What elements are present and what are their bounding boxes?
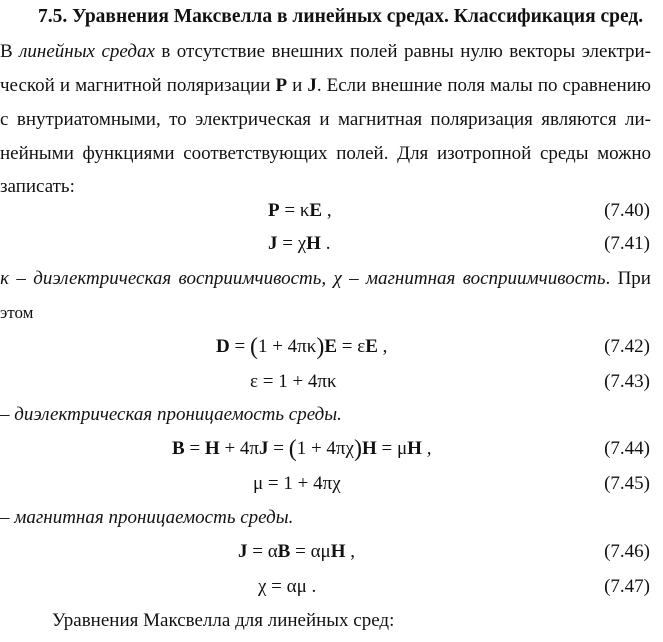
text: = (268, 438, 289, 459)
mu-definition: – магнитная проницаемость среды. (0, 507, 294, 528)
text: ческой и магнитной поляризации (0, 75, 276, 96)
text: = μ (376, 438, 408, 459)
text: = αμ (290, 541, 331, 562)
eq-vector: H (204, 438, 220, 459)
epsilon-definition: – диэлектрическая проницаемость среды. (0, 404, 342, 425)
text: = ε (337, 336, 366, 357)
eq-vector: B (277, 541, 291, 562)
text: , (421, 438, 432, 459)
equation-number: (7.43) (604, 371, 650, 392)
paragraph-line-4: нейными функциями соответствующих полей. Для изотропной среды можно (0, 143, 651, 164)
equation-number: (7.40) (604, 200, 650, 221)
eq-vector: H (330, 541, 346, 562)
definition-line (0, 268, 651, 290)
eq-lhs: P (268, 200, 280, 221)
equation-7-44 (172, 438, 431, 460)
paragraph-line-1 (0, 41, 651, 63)
equation-7-41 (268, 233, 330, 255)
text: 1 + 4πκ (257, 336, 317, 357)
text-etom: этом (0, 303, 34, 322)
symbol-chi: χ (333, 268, 342, 289)
eq-body: = χ (277, 233, 307, 254)
text: = (229, 336, 250, 357)
equation-7-45: μ = 1 + 4πχ (253, 473, 341, 494)
eq-vector: J (259, 438, 269, 459)
text: – диэлектрическая восприимчивость, (9, 268, 334, 289)
paragraph-line-5: записать: (0, 176, 75, 197)
text: , (345, 541, 355, 562)
paragraph-line-3: с внутриатомными, то электрическая и магнитная поляризация являются ли- (0, 109, 651, 130)
eq-body: = κ (279, 200, 310, 221)
eq-vector: H (407, 438, 422, 459)
paren: ( (288, 436, 297, 462)
text: + 4π (219, 438, 259, 459)
eq-vector: E (324, 336, 338, 357)
text: – магнитная восприимчивость (341, 268, 606, 289)
eq-vector: H (361, 438, 377, 459)
text: В (0, 41, 20, 62)
text: и (287, 75, 308, 96)
equation-number: (7.42) (604, 336, 650, 357)
paren: ( (249, 334, 258, 360)
eq-tail: , (322, 200, 332, 221)
equation-7-42 (216, 336, 387, 358)
eq-tail: . (320, 233, 331, 254)
text: . При (605, 268, 651, 289)
text: 1 + 4πχ (296, 438, 354, 459)
text: , (377, 336, 388, 357)
equation-number: (7.46) (604, 541, 650, 562)
eq-vector: E (365, 336, 378, 357)
eq-vector: H (306, 233, 321, 254)
eq-vector: J (238, 541, 248, 562)
text: = (184, 438, 205, 459)
equation-number: (7.45) (604, 473, 650, 494)
eq-vector: B (172, 438, 185, 459)
vector-J: J (307, 75, 317, 96)
term-linear-media: линейных средах (19, 41, 155, 62)
eq-lhs: J (268, 233, 278, 254)
text: в отсутствие внешних полей равны нулю векторы электри- (154, 41, 651, 62)
text: = α (247, 541, 278, 562)
eq-vector: D (216, 336, 230, 357)
equation-7-43: ε = 1 + 4πκ (250, 371, 337, 392)
paren: ) (316, 334, 325, 360)
closing-line: Уравнения Максвелла для линейных сред: (52, 610, 395, 631)
equation-number: (7.41) (604, 233, 650, 254)
equation-7-40 (268, 200, 332, 222)
text: . Если внешние поля малы по сравнению (316, 75, 652, 96)
equation-7-46 (238, 541, 355, 563)
symbol-kappa: κ (0, 268, 10, 289)
equation-number: (7.47) (604, 576, 650, 597)
paragraph-line-2 (0, 75, 651, 97)
eq-vector: E (309, 200, 323, 221)
equation-7-47: χ = αμ . (258, 576, 317, 597)
equation-number: (7.44) (604, 438, 650, 459)
paren: ) (353, 436, 362, 462)
section-heading: 7.5. Уравнения Максвелла в линейных средах. Классификация сред. (38, 6, 644, 27)
vector-P: P (275, 75, 288, 96)
